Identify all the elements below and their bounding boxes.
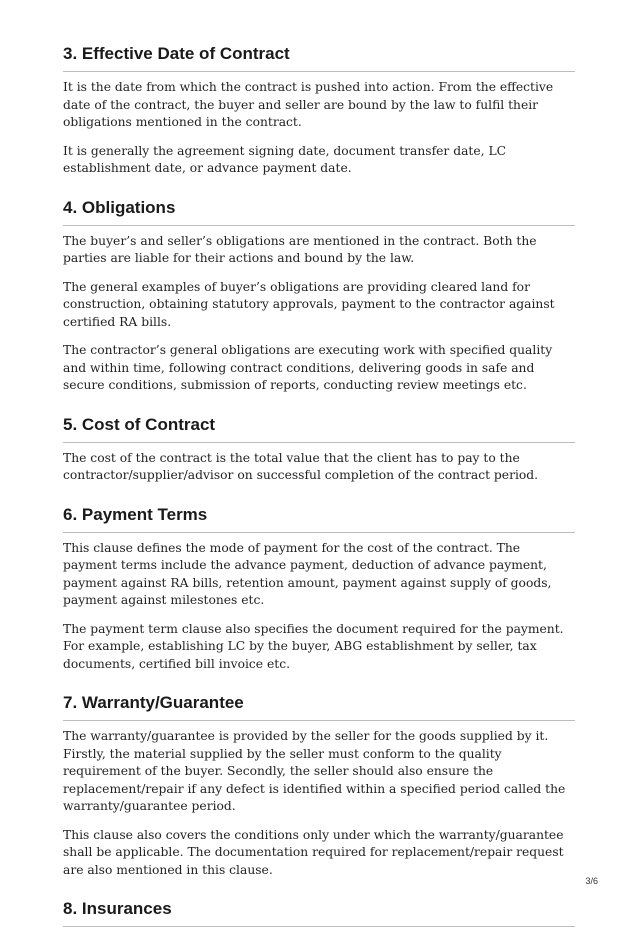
section-payment-terms: [63, 503, 575, 674]
section-heading: 7. Warranty/Guarantee: [63, 691, 575, 721]
paragraph: It is generally the agreement signing date, document transfer date, LC establishment date, or advance payment date.: [63, 143, 507, 175]
paragraph: The payment term clause also specifies the document required for the payment. For example, establishing LC by the buyer, ABG establishment by seller, tax documents, certified bill invoice etc.: [63, 621, 564, 671]
section-insurances: [63, 897, 575, 927]
section-effective-date: [63, 42, 575, 178]
section-obligations: [63, 196, 575, 395]
document-page: [63, 42, 575, 934]
section-warranty-guarantee: [63, 691, 575, 879]
paragraph: The buyer’s and seller’s obligations are mentioned in the contract. Both the parties are liable for their actions and bound by the law.: [63, 233, 537, 265]
page-number: 3/6: [585, 876, 598, 886]
section-heading: 3. Effective Date of Contract: [63, 42, 575, 72]
paragraph: The warranty/guarantee is provided by the seller for the goods supplied by it. Firstly, the material supplied by the seller must conform to the quality requirement of the buyer. Secondly, the seller should also ensure the replacement/repair if any defect is identified within a specified period called the warranty/guarantee period.: [63, 729, 566, 813]
paragraph: This clause defines the mode of payment for the cost of the contract. The payment terms include the advance payment, deduction of advance payment, payment against RA bills, retention amount, payment against supply of goods, payment against milestones etc.: [63, 540, 552, 607]
paragraph: It is the date from which the contract is pushed into action. From the effective date of the contract, the buyer and seller are bound by the law to fulfil their obligations mentioned in the contract.: [63, 80, 554, 129]
section-cost-of-contract: [63, 413, 575, 485]
section-heading: 6. Payment Terms: [63, 503, 575, 533]
paragraph: The general examples of buyer’s obligations are providing cleared land for construction, obtaining statutory approvals, payment to the contractor against certified RA bills.: [63, 279, 555, 329]
paragraph: This clause also covers the conditions only under which the warranty/guarantee shall be applicable. The documentation required for replacement/repair request are also mentioned in this clause.: [63, 827, 564, 877]
section-heading: 5. Cost of Contract: [63, 413, 575, 443]
paragraph: The cost of the contract is the total value that the client has to pay to the contractor/supplier/advisor on successful completion of the contract period.: [63, 450, 539, 482]
section-heading: 8. Insurances: [63, 897, 575, 927]
paragraph: The contractor’s general obligations are executing work with specified quality and within time, following contract conditions, delivering goods in safe and secure conditions, submission of reports, conducting review meetings etc.: [63, 343, 553, 392]
section-heading: 4. Obligations: [63, 196, 575, 226]
